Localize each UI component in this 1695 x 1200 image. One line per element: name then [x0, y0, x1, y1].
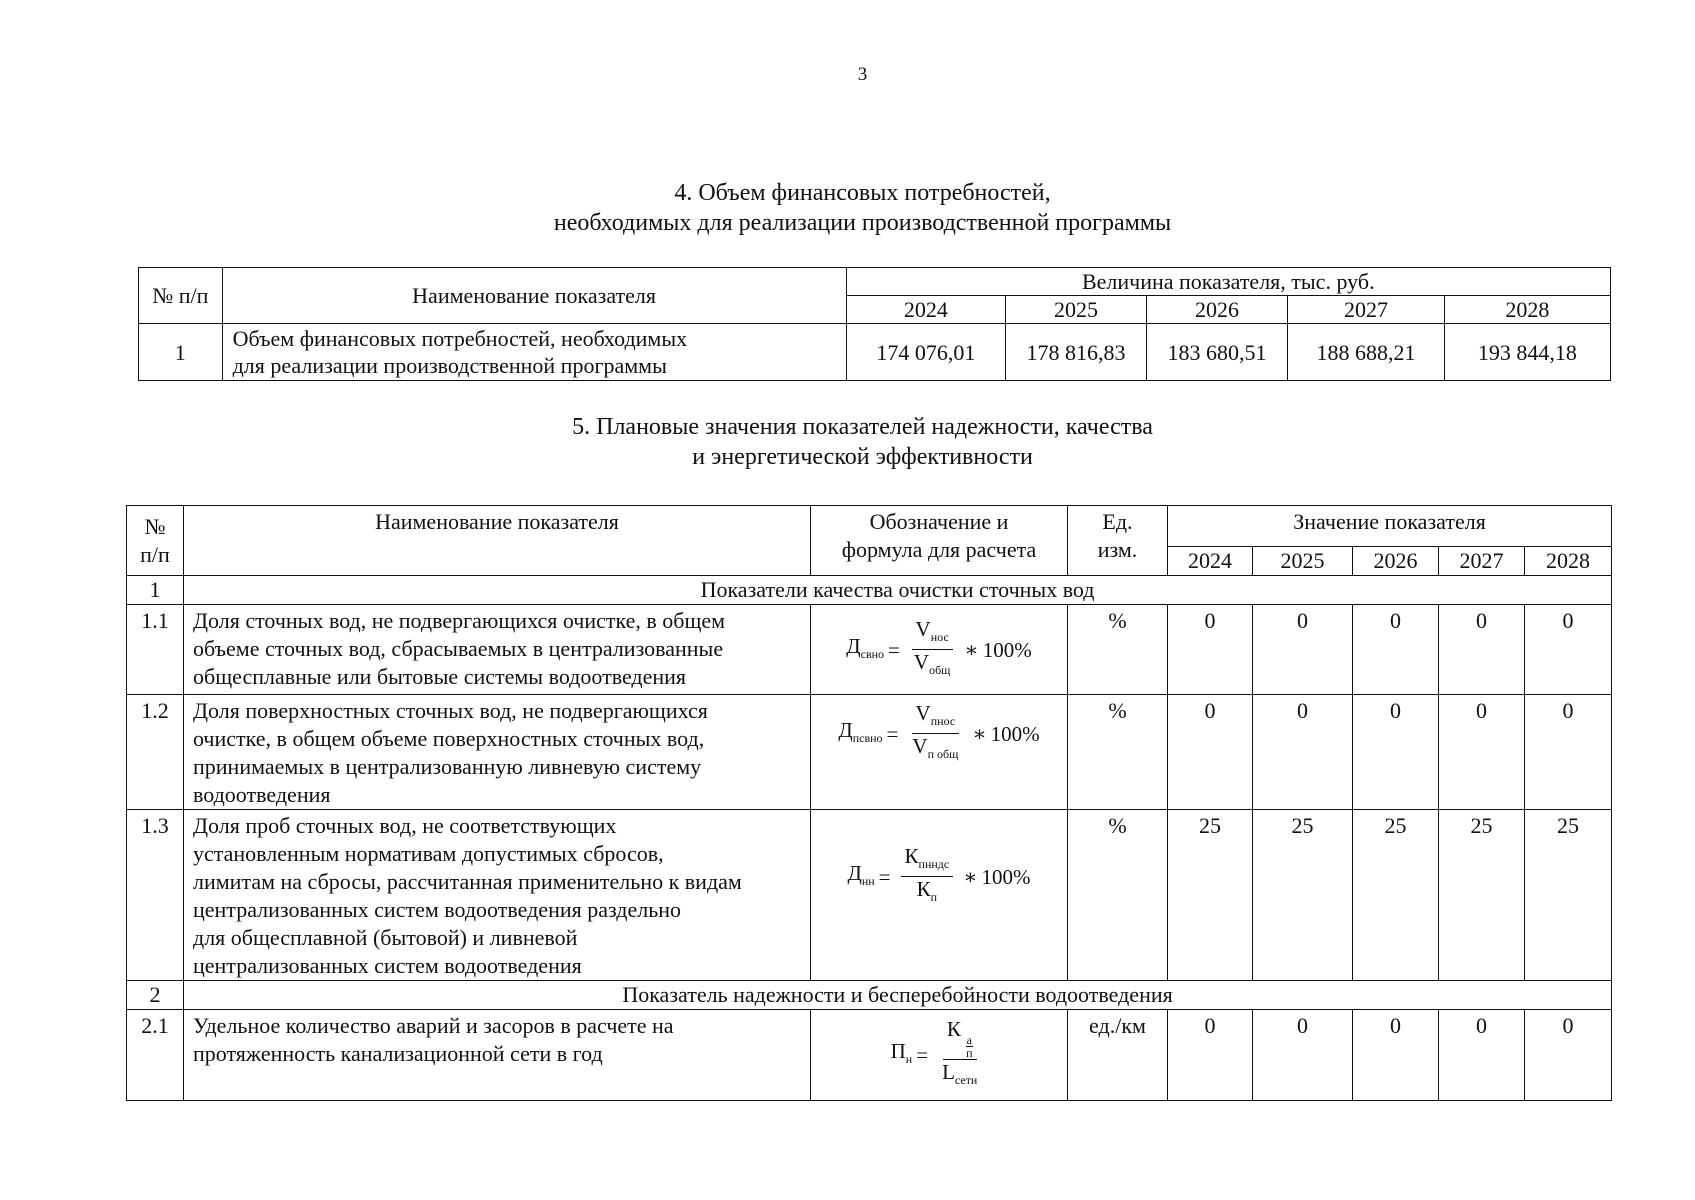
header-unit-line: изм. — [1097, 537, 1138, 562]
formula-symbol: L — [942, 1059, 955, 1084]
formula-cell — [811, 605, 1068, 695]
row-name-line: общесплавные или бытовые системы водоотведения — [193, 664, 687, 689]
header-no-line: № — [144, 513, 166, 539]
formula-symbol: V — [915, 617, 931, 641]
header-formula — [811, 506, 1068, 576]
row-name — [184, 695, 811, 810]
header-year: 2025 — [1253, 547, 1353, 576]
section-row-quality — [127, 576, 1612, 605]
row-name — [184, 1010, 811, 1101]
value-cell: 188 688,21 — [1288, 324, 1445, 381]
value-cell: 25 — [1253, 810, 1353, 981]
header-year: 2026 — [1146, 296, 1288, 324]
row-name — [184, 810, 811, 981]
row-no: 1.3 — [127, 810, 184, 981]
unit-cell: % — [1068, 810, 1168, 981]
header-name: Наименование показателя — [222, 268, 846, 324]
formula-subscript: псвно — [852, 730, 883, 745]
row-name-line: водоотведения — [193, 782, 331, 807]
header-value: Значение показателя — [1168, 506, 1612, 547]
section5-title-line2: и энергетической эффективности — [692, 444, 1033, 470]
header-year: 2027 — [1439, 547, 1525, 576]
value-cell: 178 816,83 — [1006, 324, 1146, 381]
formula-lhs — [846, 632, 884, 668]
fraction-numerator — [912, 701, 960, 734]
section-no: 1 — [127, 576, 184, 605]
value-cell: 0 — [1353, 695, 1439, 810]
fraction-denominator — [908, 734, 962, 766]
header-year: 2024 — [846, 296, 1006, 324]
table-row — [127, 810, 1612, 981]
fraction-denominator — [910, 650, 955, 682]
row-name-line: протяженность канализационной сети в год — [193, 1041, 603, 1066]
value-cell: 0 — [1353, 605, 1439, 695]
formula-lhs — [891, 1037, 913, 1073]
equals-sign: = — [916, 1043, 929, 1067]
header-year: 2026 — [1353, 547, 1439, 576]
row-name-line: для реализации производственной программы — [232, 353, 667, 378]
table-row — [139, 324, 1611, 381]
formula-subscript: а — [966, 1032, 972, 1047]
multiply-sign: ∗ — [972, 721, 987, 746]
formula-lhs — [838, 716, 882, 752]
header-no — [127, 506, 184, 576]
value-cell: 25 — [1353, 810, 1439, 981]
header-year: 2028 — [1444, 296, 1610, 324]
formula-symbol: V — [915, 701, 931, 725]
multiply-sign: ∗ — [964, 637, 979, 662]
formula-fraction — [910, 617, 955, 682]
formula-tail: 100% — [981, 864, 1031, 889]
value-cell: 0 — [1525, 695, 1612, 810]
section4-title-line1: 4. Объем финансовых потребностей, — [674, 180, 1051, 206]
header-formula-line: формула для расчета — [841, 537, 1037, 562]
row-name-line: очистке, в общем объеме поверхностных сточных вод, — [193, 726, 705, 751]
formula — [811, 701, 1067, 766]
value-cell: 183 680,51 — [1146, 324, 1288, 381]
value-cell: 193 844,18 — [1444, 324, 1610, 381]
value-cell: 0 — [1439, 695, 1525, 810]
formula-cell — [811, 810, 1068, 981]
formula-subscript: нн — [861, 873, 875, 888]
section-row-reliability — [127, 981, 1612, 1010]
value-cell: 0 — [1439, 1010, 1525, 1101]
formula-subscript: нос — [930, 630, 949, 644]
formula — [811, 844, 1067, 909]
header-no-line: п/п — [140, 541, 170, 567]
header-unit — [1068, 506, 1168, 576]
table-row — [127, 605, 1612, 695]
formula-subscript: п — [966, 1045, 973, 1060]
row-name — [184, 605, 811, 695]
value-cell: 0 — [1253, 605, 1353, 695]
section4-title-line2: необходимых для реализации производственной программы — [553, 210, 1172, 236]
unit-cell: % — [1068, 695, 1168, 810]
row-name-line: Доля проб сточных вод, не соответствующих — [193, 813, 617, 838]
row-no: 2.1 — [127, 1010, 184, 1101]
formula-cell — [811, 695, 1068, 810]
value-cell: 0 — [1253, 1010, 1353, 1101]
formula-fraction — [938, 1016, 981, 1092]
header-no: № п/п — [139, 268, 223, 324]
row-no: 1.1 — [127, 605, 184, 695]
row-name-line: установленным нормативам допустимых сбросов, — [193, 841, 664, 866]
value-cell: 25 — [1168, 810, 1253, 981]
formula-symbol: Д — [838, 717, 853, 742]
value-cell: 25 — [1525, 810, 1612, 981]
formula-fraction — [908, 701, 962, 766]
formula-symbol: V — [913, 650, 930, 674]
formula — [811, 617, 1067, 682]
equals-sign: = — [886, 721, 899, 746]
formula-subscript: общ — [929, 663, 951, 677]
formula — [811, 1016, 1067, 1092]
formula-symbol: К — [904, 844, 919, 868]
section5-title — [0, 412, 1695, 472]
page-number: 3 — [857, 64, 868, 85]
fraction-numerator — [901, 844, 954, 877]
fraction-denominator — [913, 877, 941, 909]
value-cell: 0 — [1168, 695, 1253, 810]
equals-sign: = — [888, 637, 900, 662]
formula-symbol: Д — [846, 633, 861, 658]
value-cell: 174 076,01 — [846, 324, 1006, 381]
row-name-line: объеме сточных вод, сбрасываемых в централизованные — [193, 636, 724, 661]
header-year: 2024 — [1168, 547, 1253, 576]
header-year: 2027 — [1288, 296, 1445, 324]
formula-fraction — [901, 844, 954, 909]
row-name-line: для общесплавной (бытовой) и ливневой — [193, 925, 578, 950]
formula-symbol: Д — [847, 860, 862, 885]
row-name-line: централизованных систем водоотведения раздельно — [193, 897, 682, 922]
equals-sign: = — [878, 864, 891, 889]
section-no: 2 — [127, 981, 184, 1010]
row-name-line: лимитам на сбросы, рассчитанная применительно к видам — [193, 869, 742, 894]
formula-cell — [811, 1010, 1068, 1101]
formula-subscript: пнос — [930, 714, 956, 728]
formula-subscript: свно — [860, 646, 885, 661]
formula-symbol: П — [890, 1039, 906, 1063]
row-no: 1.2 — [127, 695, 184, 810]
unit-cell: % — [1068, 605, 1168, 695]
row-name — [222, 324, 846, 381]
indicators-table — [126, 505, 1612, 1101]
formula-subscript: п общ — [927, 747, 959, 761]
section4-title — [0, 178, 1695, 238]
header-name: Наименование показателя — [184, 506, 811, 576]
formula-subscript: н — [905, 1052, 913, 1066]
multiply-sign: ∗ — [963, 864, 978, 889]
financial-needs-table — [138, 267, 1611, 381]
row-name-line: Доля поверхностных сточных вод, не подвергающихся — [193, 698, 708, 723]
header-year: 2025 — [1006, 296, 1146, 324]
row-name-line: Удельное количество аварий и засоров в расчете на — [193, 1013, 674, 1038]
section5-title-line1: 5. Плановые значения показателей надежности, качества — [572, 414, 1153, 440]
value-cell: 0 — [1353, 1010, 1439, 1101]
formula-tail: 100% — [982, 637, 1032, 662]
section-title: Показатель надежности и бесперебойности водоотведения — [184, 981, 1612, 1010]
value-cell: 0 — [1168, 1010, 1253, 1101]
header-unit-line: Ед. — [1102, 509, 1133, 534]
value-cell: 0 — [1168, 605, 1253, 695]
nested-fraction — [966, 1034, 972, 1059]
header-formula-line: Обозначение и — [869, 509, 1009, 534]
value-cell: 0 — [1525, 1010, 1612, 1101]
formula-subscript: пнндс — [918, 857, 950, 871]
formula-lhs — [847, 859, 874, 895]
formula-symbol: К — [916, 877, 931, 901]
value-cell: 25 — [1439, 810, 1525, 981]
unit-cell: ед./км — [1068, 1010, 1168, 1101]
header-year: 2028 — [1525, 547, 1612, 576]
header-value: Величина показателя, тыс. руб. — [846, 268, 1610, 296]
value-cell: 0 — [1439, 605, 1525, 695]
row-name-line: Объем финансовых потребностей, необходимых — [232, 326, 688, 351]
fraction-numerator — [912, 617, 953, 650]
value-cell: 0 — [1253, 695, 1353, 810]
formula-subscript: сети — [954, 1072, 978, 1087]
row-name-line: централизованных систем водоотведения — [193, 953, 582, 978]
formula-symbol: К — [946, 1016, 961, 1041]
row-no: 1 — [139, 324, 223, 381]
section-title: Показатели качества очистки сточных вод — [184, 576, 1612, 605]
table-row — [127, 695, 1612, 810]
formula-tail: 100% — [990, 721, 1040, 746]
fraction-numerator — [943, 1016, 977, 1060]
formula-subscript: п — [930, 890, 938, 904]
row-name-line: Доля сточных вод, не подвергающихся очистке, в общем — [193, 608, 726, 633]
fraction-denominator — [938, 1060, 981, 1092]
table-row — [127, 1010, 1612, 1101]
value-cell: 0 — [1525, 605, 1612, 695]
formula-symbol: V — [912, 734, 928, 758]
row-name-line: принимаемых в централизованную ливневую систему — [193, 754, 702, 779]
